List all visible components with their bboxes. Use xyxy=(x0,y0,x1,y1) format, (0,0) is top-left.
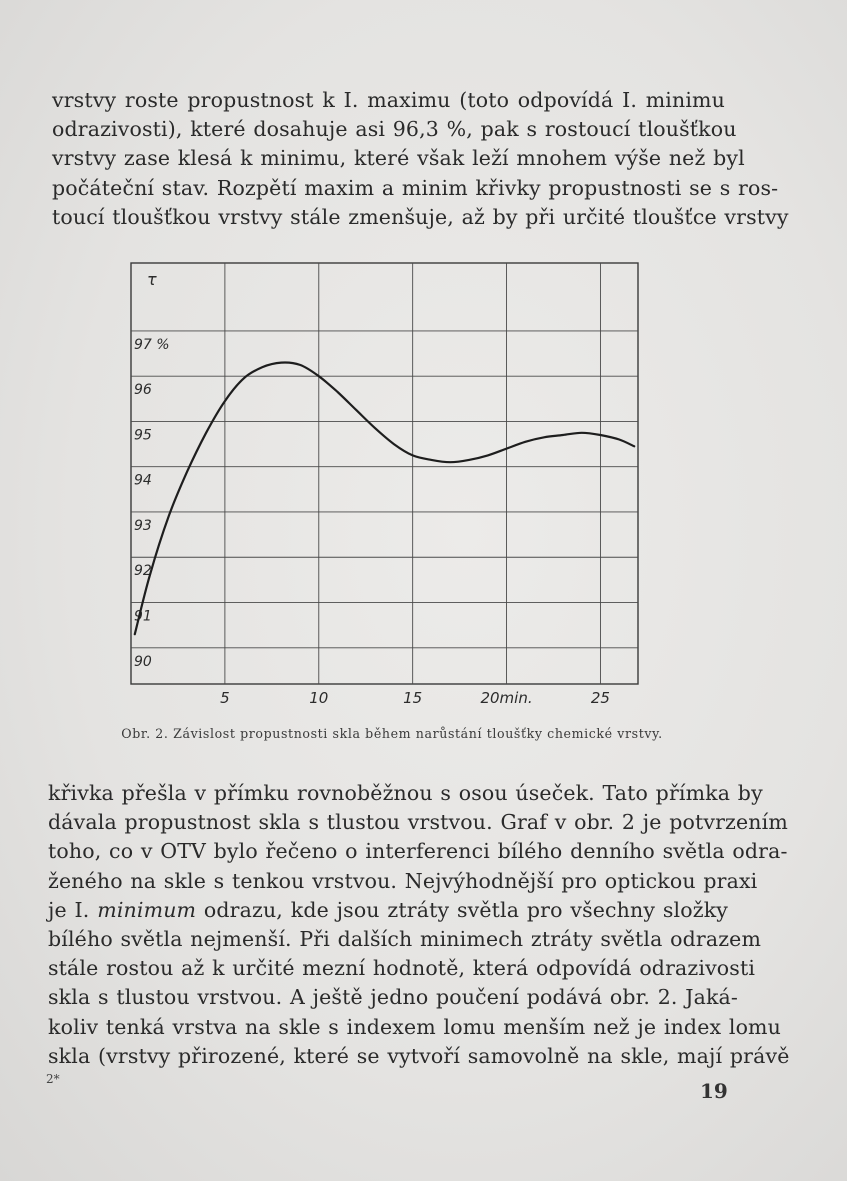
page-number: 19 xyxy=(700,1079,728,1103)
x-tick-label: 15 xyxy=(403,689,423,707)
signature-mark: 2* xyxy=(46,1072,60,1086)
x-tick-label: 20min. xyxy=(480,689,533,707)
y-axis-label: τ xyxy=(147,270,157,289)
text-fragment: odrazu, kde jsou ztráty světla pro všechny složky xyxy=(203,897,729,922)
text-line: skla s tlustou vrstvou. A ještě jedno poučení podává obr. 2. Jaká- xyxy=(48,985,738,1010)
chart-series xyxy=(135,362,634,634)
text-line: skla (vrstvy přirozené, které se vytvoří samovolně na skle, mají právě xyxy=(48,1043,790,1068)
x-tick-label: 25 xyxy=(590,689,610,707)
text-line: vrstvy zase klesá k minimu, které však leží mnohem výše než byl xyxy=(52,146,745,171)
text-line: toho, co v OTV bylo řečeno o interferenci bílého denního světla odra- xyxy=(48,839,788,864)
text-line xyxy=(48,896,728,925)
emphasized-word: minimum xyxy=(97,897,197,922)
chart-grid xyxy=(131,263,638,684)
y-tick-label: 93 xyxy=(134,517,152,534)
plot-frame xyxy=(131,263,638,684)
text-line: koliv tenká vrstva na skle s indexem lomu menším než je index lomu xyxy=(48,1014,782,1039)
text-line: křivka přešla v přímku rovnoběžnou s osou úseček. Tato přímka by xyxy=(48,781,763,805)
text-line: ženého na skle s tenkou vrstvou. Nejvýhodnější pro optickou praxi xyxy=(48,868,758,893)
x-tick-label: 5 xyxy=(220,689,230,707)
chart-labels xyxy=(134,270,610,707)
paragraph-bottom xyxy=(48,779,790,1071)
y-tick-label: 94 xyxy=(134,472,152,489)
series-line xyxy=(135,362,634,634)
text-line: vrstvy roste propustnost k I. maximu (toto odpovídá I. minimu xyxy=(52,88,725,112)
y-tick-label: 92 xyxy=(134,563,152,580)
text-line: počáteční stav. Rozpětí maxim a minim křivky propustnosti se s ros- xyxy=(52,175,779,200)
text-line: odrazivosti), které dosahuje asi 96,3 %, pak s rostoucí tloušťkou xyxy=(52,117,737,142)
y-tick-label: 91 xyxy=(134,608,152,625)
text-fragment: je I. xyxy=(48,897,90,922)
text-line: stále rostou až k určité mezní hodnotě, která odpovídá odrazivosti xyxy=(48,956,756,981)
text-line: toucí tloušťkou vrstvy stále zmenšuje, až by při určité tloušťce vrstvy xyxy=(52,204,789,229)
y-tick-label: 96 xyxy=(134,382,152,399)
figure-caption: Obr. 2. Závislost propustnosti skla během narůstání tloušťky chemické vrstvy. xyxy=(121,726,663,741)
y-tick-label: 97 % xyxy=(134,336,170,353)
x-tick-label: 10 xyxy=(309,689,329,707)
y-tick-label: 95 xyxy=(134,427,152,444)
text-line: dávala propustnost skla s tlustou vrstvou. Graf v obr. 2 je potvrzením xyxy=(48,810,788,835)
text-line: bílého světla nejmenší. Při dalších minimech ztráty světla odrazem xyxy=(48,927,762,952)
y-tick-label: 90 xyxy=(134,653,152,670)
